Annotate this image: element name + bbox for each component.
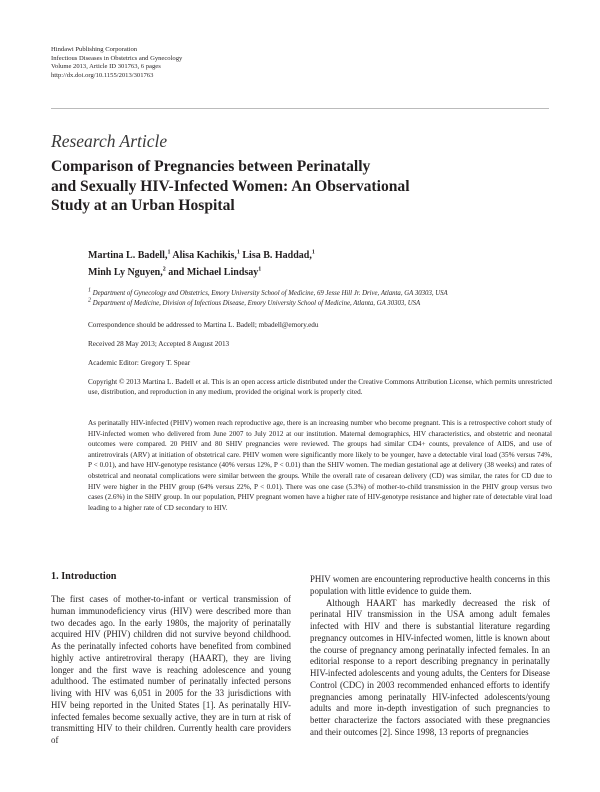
- body-paragraph: PHIV women are encountering reproductive health concerns in this population with little evidence to guide them.: [310, 574, 550, 596]
- author-name: Minh Ly Nguyen,: [88, 266, 163, 278]
- correspondence: Correspondence should be addressed to Martina L. Badell; mbadell@emory.edu: [88, 321, 319, 329]
- title-line: Comparison of Pregnancies between Perinatally: [51, 158, 371, 175]
- doi-link[interactable]: http://dx.doi.org/10.1155/2013/301763: [51, 71, 154, 79]
- volume-info: Volume 2013, Article ID 301763, 6 pages: [51, 63, 161, 71]
- title-line: Study at an Urban Hospital: [51, 197, 235, 215]
- affiliation-mark: 2: [88, 297, 91, 304]
- publisher-name: Hindawi Publishing Corporation: [51, 46, 138, 53]
- title-line: and Sexually HIV-Infected Women: An Observational: [51, 177, 410, 195]
- author-list: [88, 248, 528, 281]
- author-name: Lisa B. Haddad,: [242, 250, 312, 261]
- header-divider: [51, 108, 549, 109]
- author-affil-mark: 1: [311, 249, 315, 256]
- received-accepted-dates: Received 28 May 2013; Accepted 8 August 2013: [88, 340, 230, 348]
- copyright-notice: Copyright © 2013 Martina L. Badell et al. This is an open access article distributed under the Creative Commons Attribution License, which permits unrestricted use, distribution, and reproduction in any medium, provided the original work is properly cited.: [88, 378, 552, 397]
- author-affil-mark: 1: [258, 266, 262, 273]
- author-name: and Michael Lindsay: [168, 266, 259, 278]
- affiliation-mark: 1: [88, 287, 91, 294]
- article-type: Research Article: [51, 131, 168, 151]
- affiliation-text: Department of Medicine, Division of Infectious Disease, Emory University School of Medicine, Atlanta, GA 30303, USA: [92, 300, 421, 307]
- body-paragraph: Although HAART has markedly decreased the risk of perinatal HIV transmission in the USA among adult females infected with HIV and there is substantial literature regarding pregnancy outcomes in HIV-infected women, little is known about the course of pregnancy among perinatally infected females. In an editorial response to a report describing pregnancy in perinatally HIV-infected adolescents and young adults, the Centers for Disease Control (CDC) in 2003 recommended enhanced efforts to identify pregnancies among perinatally HIV-infected adolescents/young adults and more in-depth investigation of such pregnancies to better characterize the factors associated with these pregnancies and their outcomes [2]. Since 1998, 13 reports of pregnancies: [310, 597, 550, 737]
- section-heading: 1. Introduction: [51, 571, 117, 582]
- affiliation-text: Department of Gynecology and Obstetrics, Emory University School of Medicine, 69 Jesse Hill Jr. Drive, Atlanta, GA 30303, USA: [92, 290, 448, 297]
- body-column-left: The first cases of mother-to-infant or vertical transmission of human immunodeficiency virus (HIV) were described more than two decades ago. In the early 1980s, the majority of perinatally acquired HIV (PHIV) children did not survive beyond childhood. As the perinatally infected cohorts have benefited from combined highly active antiretroviral therapy (HAART), they are living longer and the first wave is reaching adolescence and young adulthood. The estimated number of perinatally infected persons living with HIV was 6,051 in 2005 for the 33 jurisdictions with HIV being reported in the United States [1]. As perinatally HIV-infected females become sexually active, they are in turn at risk of transmitting HIV to their children. Currently health care providers of: [51, 594, 291, 745]
- affiliation: [88, 287, 558, 297]
- affiliation: [88, 297, 558, 307]
- article-title: [51, 157, 521, 216]
- author-affil-mark: 1: [236, 249, 240, 256]
- author-affil-mark: 1: [167, 249, 171, 256]
- body-column-right: [310, 574, 550, 739]
- author-affil-mark: 2: [162, 266, 166, 273]
- abstract: As perinatally HIV-infected (PHIV) women reach reproductive age, there is an increasing number who become pregnant. This is a retrospective cohort study of HIV-infected women who delivered from June 2007 to July 2012 at our institution. Maternal demographics, HIV characteristics, and obstetric and neonatal outcomes were compared. 20 PHIV and 80 SHIV pregnancies were reviewed. The groups had similar CD4+ counts, prevalence of AIDS, and use of antiretrovirals (ARV) at initiation of obstetrical care. PHIV women were significantly more likely to be younger, have a detectable viral load (35% versus 74%, P < 0.01), and have HIV-genotype resistance (40% versus 12%, P < 0.01) than the SHIV women. The median gestational age at delivery (38 weeks) and rates of obstetrical and neonatal complications were similar between the groups. While the overall rate of cesarean delivery (CD) was similar, the rates for CD due to HIV were higher in the PHIV group (64% versus 22%, P < 0.01). There was one case (5.3%) of mother-to-child transmission in the PHIV group versus two cases (2.6%) in the SHIV group. In our population, PHIV pregnant women have a higher rate of HIV-genotype resistance and higher rate of detectable viral load leading to a higher rate of CD secondary to HIV.: [88, 419, 552, 512]
- academic-editor: Academic Editor: Gregory T. Spear: [88, 359, 191, 367]
- author-name: Martina L. Badell,: [88, 250, 168, 261]
- journal-name: Infectious Diseases in Obstetrics and Gynecology: [51, 54, 183, 62]
- journal-header: [51, 46, 182, 80]
- author-name: Alisa Kachikis,: [172, 250, 237, 261]
